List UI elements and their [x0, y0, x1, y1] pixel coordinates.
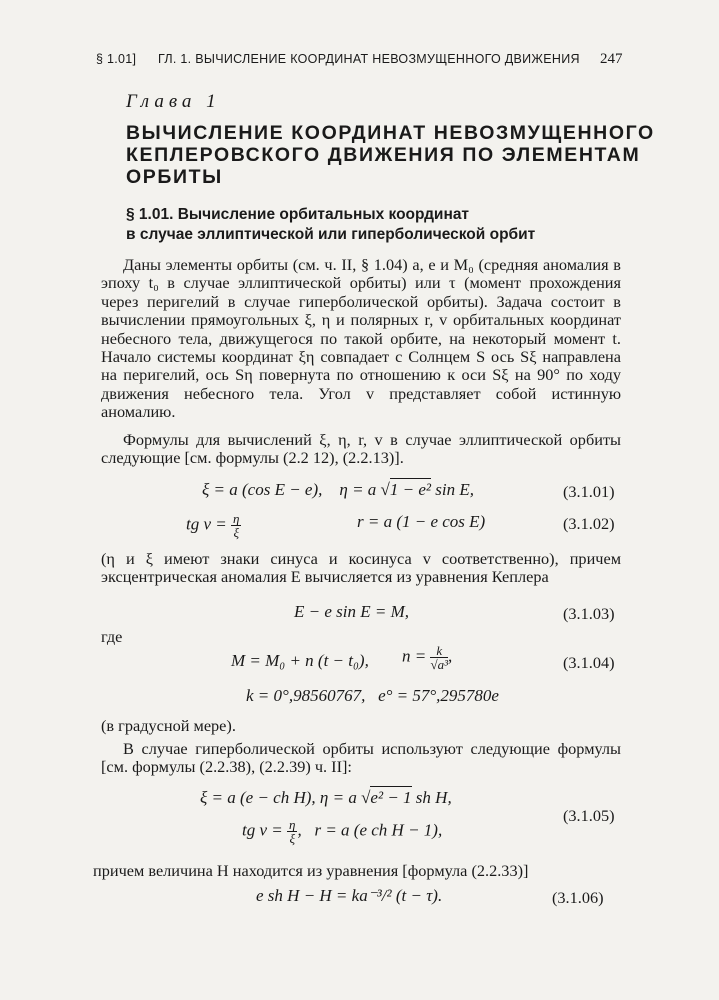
- paragraph-intro: Даны элементы орбиты (см. ч. II, § 1.04) a, e и M₀ (средняя аномалия в эпоху t₀ в случае эллиптической орбиты) или τ (момент прохождения через перигелий в случае гиперболической орбиты). Задача состоит в вычислении прямоугольных ξ, η и полярных r, v орбитальных координат небесного тела, движущегося по такой орбите, на некоторый момент t. Начало системы координат ξη совпадает с Солнцем S ось Sξ направлена на перигелий, ось Sη повернута по отношению к оси Sξ на 90° по ходу движения небесного тела. Угол v представляет собой истинную аномалию.: [101, 255, 621, 422]
- eq-tgv-prefix: tg v =: [186, 514, 227, 534]
- equation-number-3-1-02: (3.1.02): [563, 514, 615, 533]
- equation-3-1-03: E − e sin E = M,: [294, 602, 410, 621]
- paragraph-kepler-intro: (η и ξ имеют знаки синуса и косинуса v соответственно), причем эксцентрическая аномалия E вычисляется из уравнения Кеплера: [101, 549, 621, 587]
- page-number: 247: [600, 51, 623, 67]
- where-label: где: [101, 627, 123, 646]
- equation-number-3-1-04: (3.1.04): [563, 653, 615, 672]
- chapter-title-line-1: ВЫЧИСЛЕНИЕ КООРДИНАТ НЕВОЗМУЩЕННОГО: [126, 122, 655, 144]
- chapter-title-line-2: КЕПЛЕРОВСКОГО ДВИЖЕНИЯ ПО ЭЛЕМЕНТАМ: [126, 144, 641, 166]
- fraction-numerator-k: k: [430, 644, 448, 658]
- section-title-line-1: § 1.01. Вычисление орбитальных координат: [126, 206, 470, 223]
- equation-3-1-05-a: [200, 788, 452, 808]
- eq-hyp-radicand: e² − 1: [370, 788, 412, 807]
- equation-3-1-04-m: M = M₀ + n (t − t₀),: [231, 651, 369, 670]
- fraction-numerator: η: [233, 511, 240, 526]
- equation-3-1-04-n: [402, 644, 452, 671]
- paragraph-elliptic-formulas: Формулы для вычислений ξ, η, r, v в случае эллиптической орбиты следующие [см. формулы (2.2 12), (2.2.13)].: [101, 430, 621, 468]
- eq-xi-hyp-prefix: ξ = a (e − ch H), η = a: [200, 788, 357, 807]
- eq-xi: ξ = a (cos E − e),: [202, 480, 323, 499]
- sqrt-sign-icon: √: [380, 480, 390, 499]
- fraction-denominator-sqrt: √a³: [430, 657, 449, 672]
- equation-number-3-1-03: (3.1.03): [563, 604, 615, 623]
- eq-r-hyp: , r = a (e ch H − 1),: [297, 820, 443, 840]
- fraction-k-over-sqrt-a3: [430, 644, 448, 671]
- fraction-numerator-hyp: η: [289, 817, 296, 832]
- fraction-denominator-hyp: ξ: [289, 831, 296, 846]
- equation-3-1-06: e sh H − H = ka⁻³/² (t − τ).: [256, 886, 443, 905]
- degrees-note: (в градусной мере).: [101, 716, 236, 735]
- eq-eta-prefix: η = a: [339, 480, 377, 499]
- fraction-eta-over-xi: [231, 512, 241, 539]
- equation-3-1-01: [202, 480, 474, 500]
- eq-tgv-hyp-prefix: tg v =: [242, 820, 283, 840]
- equation-3-1-02-tg: [186, 512, 241, 539]
- paragraph-hyperbolic-formulas: В случае гиперболической орбиты используют следующие формулы [см. формулы (2.2.38), (2.2.39) ч. II]:: [101, 739, 621, 777]
- fraction-eta-over-xi-hyp: [287, 818, 297, 845]
- section-title-line-2: в случае эллиптической или гиперболической орбит: [126, 226, 536, 243]
- eq-eta-radicand: 1 − e²: [389, 480, 432, 499]
- eq-n-prefix: n =: [402, 646, 427, 666]
- equation-number-3-1-05: (3.1.05): [563, 806, 615, 825]
- fraction-denominator: ξ: [233, 525, 240, 540]
- equation-3-1-05-b: [242, 818, 442, 845]
- eq-n-suffix: ,: [448, 646, 453, 666]
- paragraph-h-equation-intro: причем величина H находится из уравнения [формула (2.2.33)]: [93, 861, 529, 880]
- equation-number-3-1-01: (3.1.01): [563, 482, 615, 501]
- eq-eta-suffix: sin E,: [435, 480, 474, 499]
- header-section-ref: § 1.01]: [96, 52, 137, 66]
- constants-k-e: k = 0°,98560767, e° = 57°,295780e: [246, 686, 499, 705]
- chapter-title-line-3: ОРБИТЫ: [126, 166, 223, 188]
- chapter-label: Глава 1: [126, 91, 221, 112]
- equation-3-1-02-r: r = a (1 − e cos E): [357, 512, 486, 531]
- sqrt-sign-hyp-icon: √: [361, 788, 371, 807]
- equation-number-3-1-06: (3.1.06): [552, 888, 604, 907]
- running-title: ГЛ. 1. ВЫЧИСЛЕНИЕ КООРДИНАТ НЕВОЗМУЩЕННОГО ДВИЖЕНИЯ: [158, 52, 580, 66]
- eq-hyp-suffix: sh H,: [415, 788, 452, 807]
